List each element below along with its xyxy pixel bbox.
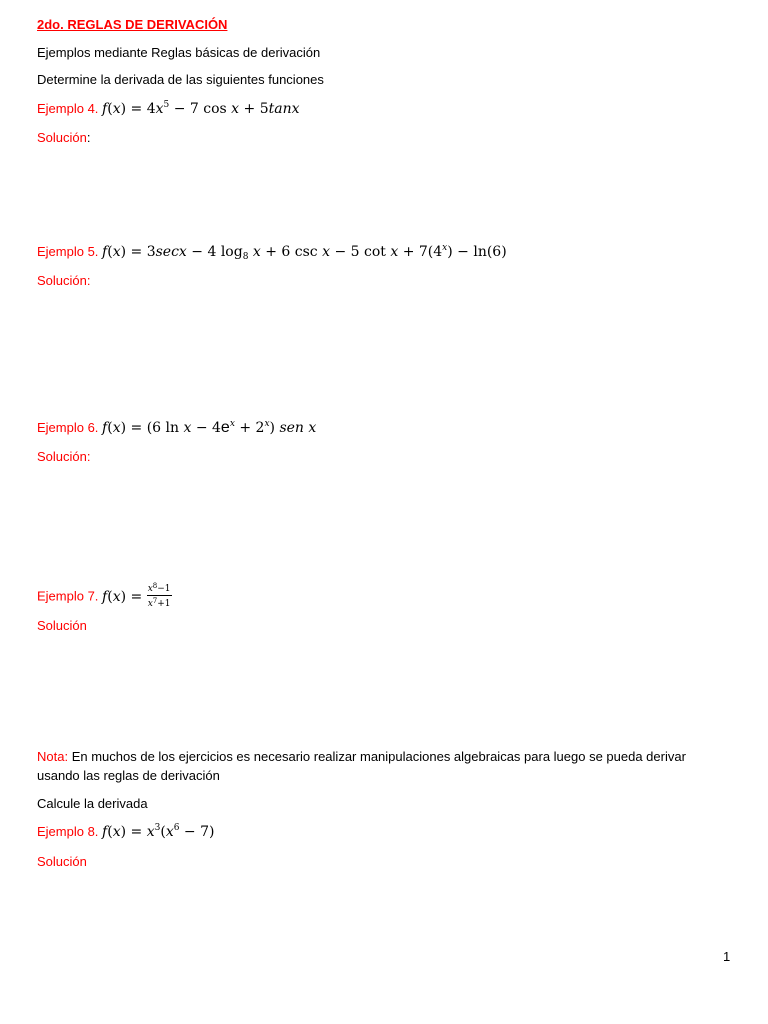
example-4-label: Ejemplo 4. bbox=[37, 101, 103, 116]
note-label: Nota: bbox=[37, 749, 69, 764]
example-4-formula: $f(x) = 4x^5 - 7$ cos x + 5tanx bbox=[102, 100, 300, 117]
example-7-formula: f(x) = $\frac{x^8-1}{x^7+1}$ bbox=[102, 582, 171, 609]
note-text: En muchos de los ejercicios es necesario realizar manipulaciones algebraicas para luego se pueda derivar usando las reglas de derivación bbox=[37, 749, 686, 783]
example-6-solution: Solución: bbox=[37, 449, 91, 464]
example-6 bbox=[37, 419, 316, 437]
example-5 bbox=[37, 243, 507, 262]
example-8-solution: Solución bbox=[37, 854, 87, 869]
example-8-formula: $f(x) = x^3(x^6 - 7)$ bbox=[102, 823, 215, 840]
document-title: 2do. REGLAS DE DERIVACIÓN bbox=[37, 17, 228, 32]
example-7-fraction: $\frac{x^8-1}{x^7+1}$ bbox=[147, 582, 171, 609]
example-4-solution: Solución: bbox=[37, 130, 91, 145]
example-6-formula: f(x) = (6 $\ln x - 4e^x + 2^x$) sen x bbox=[102, 419, 317, 436]
example-7-label: Ejemplo 7. bbox=[37, 588, 103, 604]
example-7 bbox=[37, 582, 172, 611]
example-5-label: Ejemplo 5. bbox=[37, 244, 103, 259]
intro-line-2: Determine la derivada de las siguientes funciones bbox=[37, 72, 324, 87]
intro-line-1: Ejemplos mediante Reglas básicas de derivación bbox=[37, 45, 321, 60]
page-number: 1 bbox=[723, 949, 731, 964]
example-8 bbox=[37, 823, 214, 840]
note-paragraph bbox=[37, 747, 727, 785]
calculate-derivative-line: Calcule la derivada bbox=[37, 796, 148, 811]
example-8-label: Ejemplo 8. bbox=[37, 824, 103, 839]
example-5-formula: f(x) = 3secx − 4 $\log_8 x + 6$ csc x − 5 $\cot x + 7(4^x) - \ln(6)$ bbox=[102, 243, 507, 262]
example-5-solution: Solución: bbox=[37, 273, 91, 288]
example-7-solution: Solución bbox=[37, 618, 87, 633]
example-6-label: Ejemplo 6. bbox=[37, 420, 103, 435]
example-4 bbox=[37, 100, 300, 117]
